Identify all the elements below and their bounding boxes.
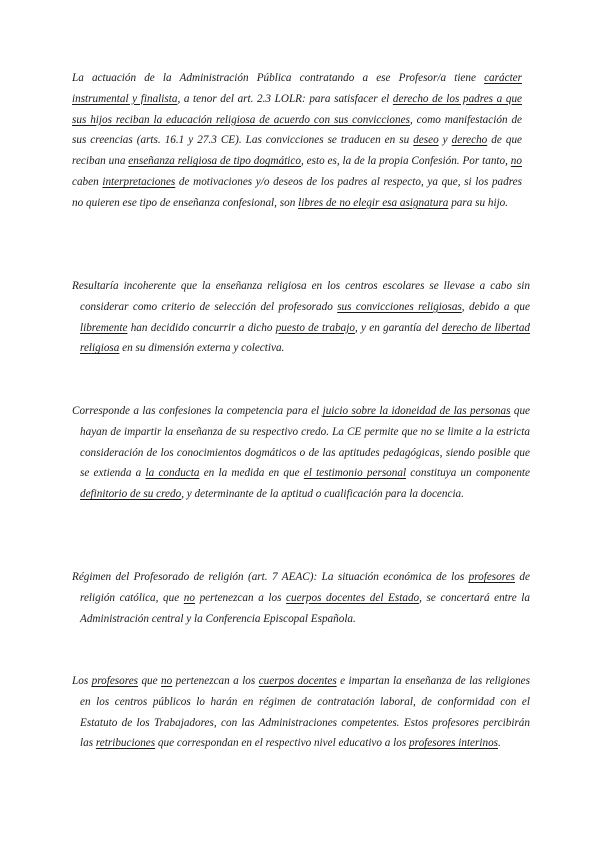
text-run: pertenezcan a los xyxy=(172,675,259,687)
underlined-phrase: la conducta xyxy=(145,467,200,480)
text-run: Corresponde a las confesiones la competencia para el xyxy=(72,405,323,417)
text-run: de que reciban una xyxy=(72,134,522,168)
paragraph-profesores-no-docentes xyxy=(72,671,530,754)
text-run: , debido a que xyxy=(461,300,530,313)
text-run: La actuación de la Administración Pública contratando a ese Profesor/a tiene xyxy=(72,72,485,84)
text-run: Los xyxy=(72,675,92,687)
paragraph-idoneidad-personas xyxy=(72,401,530,505)
underlined-phrase: deseo xyxy=(413,134,439,147)
text-run: e impartan la enseñanza de las religiones en los centros públicos lo harán en régimen de contratación laboral, de conformidad con el Estatuto de los Trabajadores, con las Administraciones competentes. Estos profesores percibirán las xyxy=(80,675,530,750)
text-run: han decidido concurrir a dicho xyxy=(127,321,276,334)
underlined-phrase: no xyxy=(510,155,522,168)
underlined-phrase: derecho de los padres a que sus hijos reciban la educación religiosa de acuerdo con sus convicciones xyxy=(72,92,522,126)
text-run: Régimen del Profesorado de religión (art. 7 AEAC): La situación económica de los xyxy=(72,571,469,583)
underlined-phrase: carácter instrumental y finalista xyxy=(72,72,522,105)
underlined-phrase: libres de no elegir esa asignatura xyxy=(298,196,449,209)
text-run: para su hijo. xyxy=(448,196,509,209)
paragraph-regimen-profesorado xyxy=(72,567,530,629)
underlined-phrase: profesores xyxy=(468,571,516,583)
text-run: de religión católica, que xyxy=(80,571,530,604)
text-run: en la medida en que xyxy=(199,467,304,480)
underlined-phrase: derecho de libertad religiosa xyxy=(80,321,531,355)
underlined-phrase: el testimonio personal xyxy=(303,467,407,480)
text-run: en su dimensión externa y colectiva. xyxy=(119,342,285,355)
underlined-phrase: no xyxy=(183,591,195,604)
text-run: , y determinante de la aptitud o cualificación para la docencia. xyxy=(181,488,464,501)
paragraph-administracion-publica xyxy=(72,68,522,214)
text-run: constituya un componente xyxy=(406,467,530,480)
underlined-phrase: profesores xyxy=(91,675,139,687)
text-run: Resultaría incoherente que la enseñanza religiosa en los centros escolares se llevase a cabo sin considerar como criterio de selección del profesorado xyxy=(72,280,530,313)
text-run: , y en garantía del xyxy=(354,321,442,334)
text-run: , se concertará entre la Administración central y la Conferencia Episcopal Española. xyxy=(80,591,530,625)
paragraph-convicciones-religiosas xyxy=(72,276,530,359)
text-run: , a tenor del art. 2.3 LOLR: para satisfacer el xyxy=(177,92,393,105)
text-run: que hayan de impartir la enseñanza de su respectivo credo. La CE permite que no se limite a la estricta consideración de los conocimientos dogmáticos o de las aptitudes pedagógicas, siendo posible que se extienda a xyxy=(80,405,531,480)
text-run: . xyxy=(498,737,501,750)
text-run: , como manifestación de sus creencias (arts. 16.1 y 27.3 CE). Las convicciones se traducen en su xyxy=(72,113,523,147)
underlined-phrase: definitorio de su credo xyxy=(80,488,182,501)
underlined-phrase: enseñanza religiosa de tipo dogmático xyxy=(128,155,301,168)
underlined-phrase: profesores interinos xyxy=(409,737,499,750)
underlined-phrase: juicio sobre la idoneidad de las personas xyxy=(322,405,511,417)
underlined-phrase: derecho xyxy=(451,134,488,147)
underlined-phrase: libremente xyxy=(80,321,128,334)
text-run: que correspondan en el respectivo nivel educativo a los xyxy=(155,737,410,750)
text-run: pertenezcan a los xyxy=(194,591,287,604)
text-run: y xyxy=(438,134,452,147)
underlined-phrase: interpretaciones xyxy=(102,175,176,188)
underlined-phrase: retribuciones xyxy=(95,737,156,750)
underlined-phrase: cuerpos docentes xyxy=(258,675,337,687)
underlined-phrase: puesto de trabajo xyxy=(275,321,355,334)
text-run: caben xyxy=(72,175,103,188)
text-run: que xyxy=(138,675,162,687)
underlined-phrase: sus convicciones religiosas xyxy=(337,300,462,313)
text-run: , esto es, la de la propia Confesión. Por tanto, xyxy=(300,155,511,168)
underlined-phrase: cuerpos docentes del Estado xyxy=(286,591,420,604)
underlined-phrase: no xyxy=(161,675,173,687)
text-run: de motivaciones y/o deseos de los padres al respecto, ya que, si los padres no quieren ese tipo de enseñanza confesional, son xyxy=(72,175,522,209)
